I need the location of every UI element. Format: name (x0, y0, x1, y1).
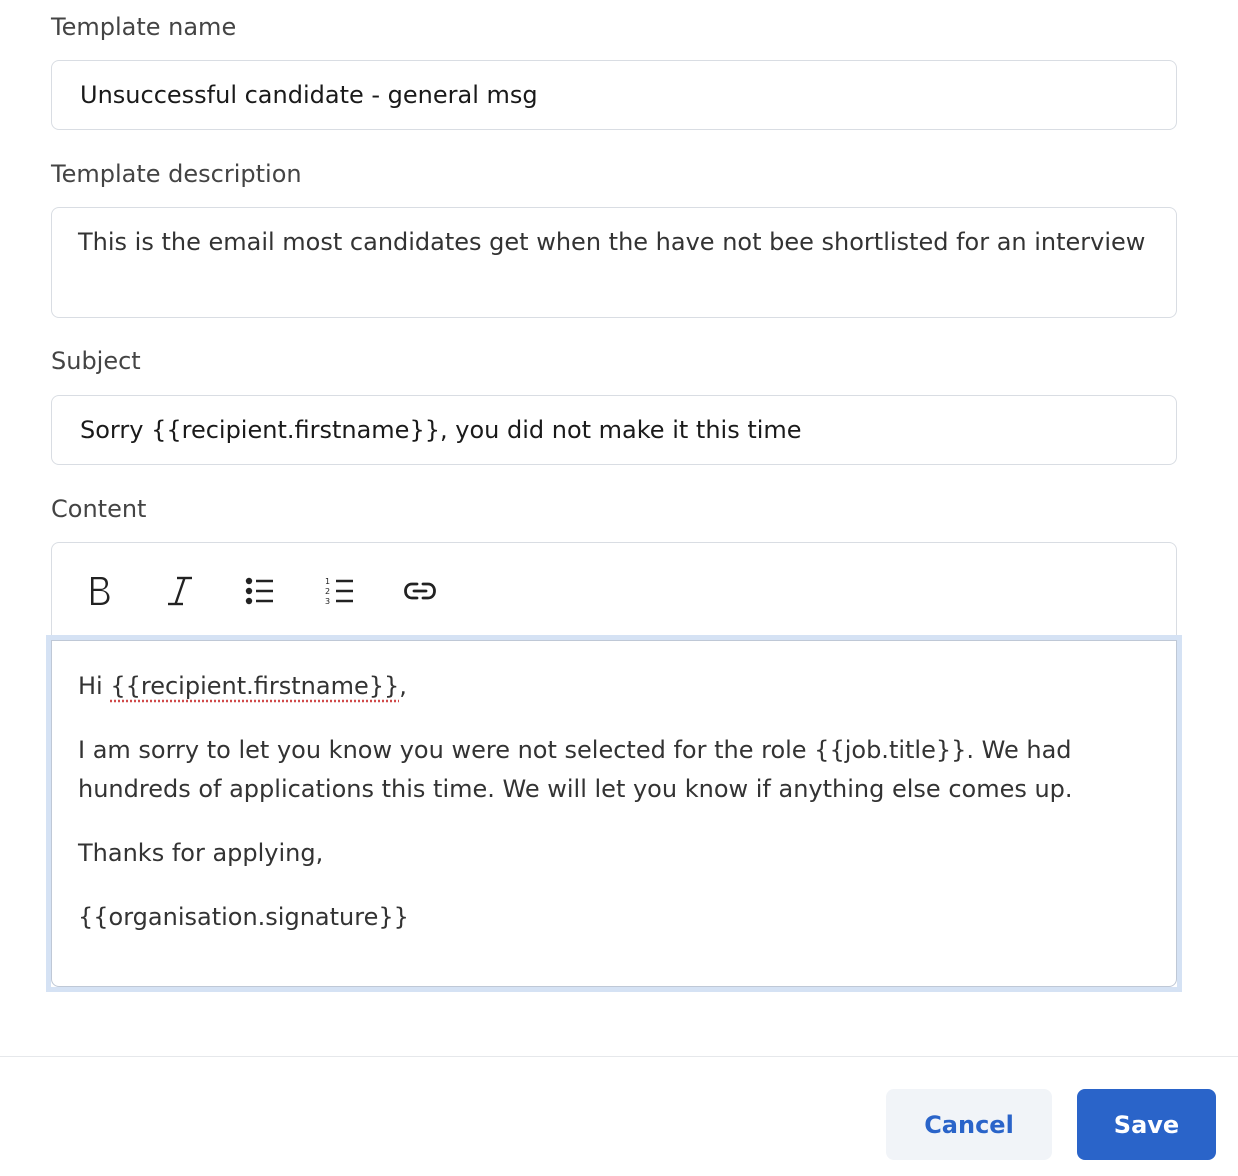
signature-line: {{organisation.signature}} (78, 903, 409, 931)
editor-toolbar (52, 543, 1176, 637)
cancel-button[interactable]: Cancel (886, 1089, 1052, 1160)
bold-button[interactable] (78, 569, 122, 613)
editor-content-area[interactable] (51, 640, 1177, 987)
italic-button[interactable] (158, 569, 202, 613)
svg-text:2: 2 (325, 587, 331, 596)
bold-icon (87, 575, 113, 607)
italic-icon (165, 575, 195, 607)
greeting-line (78, 667, 1150, 706)
closing-line: Thanks for applying, (78, 839, 324, 867)
template-description-label: Template description (51, 160, 302, 188)
numbered-list-button[interactable] (318, 569, 362, 613)
recipient-firstname-variable: {{recipient.firstname}} (110, 672, 400, 700)
footer-divider (0, 1056, 1238, 1057)
template-name-input[interactable] (52, 61, 1176, 129)
greeting-prefix: Hi (78, 672, 111, 700)
content-label: Content (51, 495, 147, 523)
svg-text:1: 1 (325, 577, 331, 586)
link-icon (403, 580, 437, 602)
template-name-field-wrapper (51, 60, 1177, 130)
save-button[interactable]: Save (1077, 1089, 1216, 1160)
editor-focus-ring (46, 635, 1182, 992)
greeting-suffix: , (399, 672, 407, 700)
subject-label: Subject (51, 347, 141, 375)
bullet-list-icon (245, 577, 275, 605)
template-name-label: Template name (51, 13, 237, 41)
body-paragraph: I am sorry to let you know you were not selected for the role {{job.title}}. We had hundreds of applications this time. We will let you know if anything else comes up. (78, 736, 1073, 803)
template-description-input[interactable] (52, 208, 1176, 317)
numbered-list-icon (325, 577, 355, 605)
bullet-list-button[interactable] (238, 569, 282, 613)
svg-text:3: 3 (325, 597, 331, 605)
content-editor (51, 542, 1177, 986)
subject-input[interactable] (52, 396, 1176, 464)
subject-field-wrapper (51, 395, 1177, 465)
link-button[interactable] (398, 569, 442, 613)
template-description-field-wrapper (51, 207, 1177, 318)
